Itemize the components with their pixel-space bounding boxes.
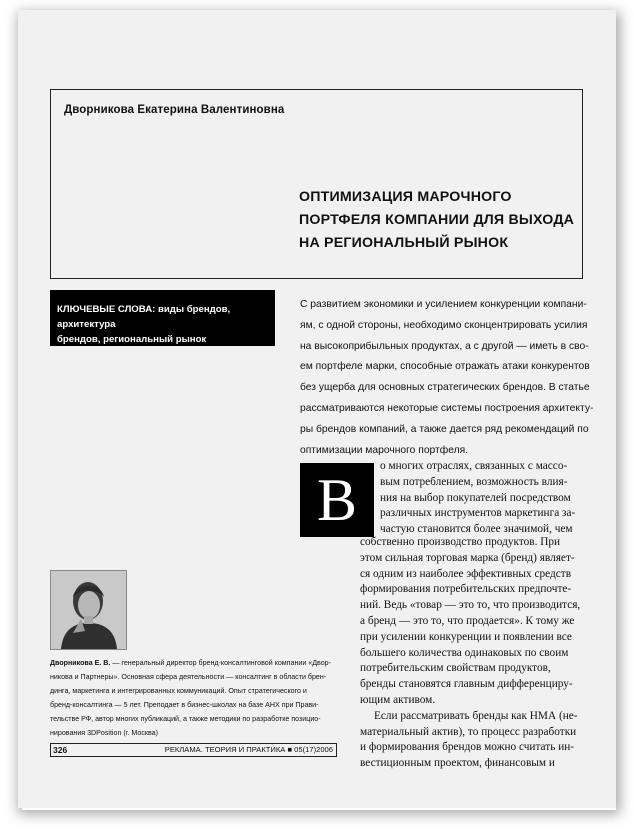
keywords-line: брендов, региональный рынок <box>57 334 207 345</box>
keywords-line: КЛЮЧЕВЫЕ СЛОВА: виды брендов, архитектура <box>57 304 231 330</box>
body-line: этом сильная торговая марка (бренд) являет- <box>360 551 575 564</box>
title-line: ПОРТФЕЛЯ КОМПАНИИ ДЛЯ ВЫХОДА <box>299 212 575 228</box>
body-line: большего количества одинаковых по своим <box>360 646 569 659</box>
journal-page <box>18 10 616 808</box>
body-line: Если рассматривать бренды как НМА (не- <box>374 709 578 722</box>
body-line: вестиционным проектом, финансовым и <box>360 757 555 770</box>
body-line: при усилении конкуренции и появлении все <box>360 630 572 643</box>
magazine-issue: РЕКЛАМА. ТЕОРИЯ И ПРАКТИКА ■ 05(17)2006 <box>164 745 333 754</box>
body-line: материальный актив), то процесс разработки <box>360 725 577 738</box>
abstract <box>300 295 594 461</box>
body-line: частую становится более значимой, чем <box>380 523 573 536</box>
body-line: вым потреблением, возможность влия- <box>380 475 568 488</box>
abstract-line: на высокоприбыльных продуктах, а с другой — иметь в сво- <box>300 340 589 352</box>
header-frame <box>50 89 583 279</box>
bio-line: — генеральный директор бренд-консалтинговой компании «Двор- <box>110 659 331 667</box>
body-line: потребительским свойствам продуктов, <box>360 662 551 675</box>
bio-line: тельстве РФ, автор многих публикаций, а также методики по разработке позицио- <box>50 715 321 723</box>
bio-line: никова и Партнеры». Основная сфера деятельности — консалтинг в области брен- <box>50 673 327 681</box>
body-line: и формирования брендов можно считать ин- <box>360 741 575 754</box>
abstract-line: оптимизации марочного портфеля. <box>300 444 469 456</box>
body-line: ния на выбор покупателей посредством <box>380 491 571 504</box>
bio-line: нирования 3DPosition (г. Москва) <box>50 729 158 737</box>
body-line: формирования потребительских предпочте- <box>360 583 572 596</box>
bio-line: динга, маркетинга и интегрированных коммуникаций. Опыт стратегического и <box>50 687 307 695</box>
abstract-line: С развитием экономики и усилением конкуренции компани- <box>300 299 587 310</box>
abstract-line: рассматриваются некоторые системы построения архитекту- <box>300 402 594 414</box>
body-line: ющим активом. <box>360 693 436 706</box>
drop-cap: В <box>300 463 374 537</box>
keywords-box <box>50 290 275 346</box>
author-name: Дворникова Екатерина Валентиновна <box>64 104 285 116</box>
portrait-image <box>51 571 126 649</box>
body-line: бренды становятся главным дифференциру- <box>360 678 573 691</box>
bio-line: бренд-консалтинга — 5 лет. Преподает в бизнес-школах на базе АНХ при Прави- <box>50 701 319 709</box>
body-line: ся одним из наиболее эффективных средств <box>360 567 572 580</box>
abstract-line: без ущерба для основных стратегических брендов. В статье <box>300 382 590 394</box>
title-line: НА РЕГИОНАЛЬНЫЙ РЫНОК <box>299 235 509 251</box>
bio-name: Дворникова Е. В. <box>50 659 111 667</box>
page-number: 326 <box>53 745 68 755</box>
article-title <box>299 186 574 255</box>
body-line: различных инструментов маркетинга за- <box>380 507 576 520</box>
abstract-line: ем портфеле марки, способные отражать атаки конкурентов <box>300 361 590 373</box>
abstract-line: ям, с одной стороны, необходимо сконцентрировать усилия <box>300 319 588 331</box>
title-line: ОПТИМИЗАЦИЯ МАРОЧНОГО <box>299 189 512 205</box>
body-text-top <box>380 459 582 538</box>
body-line: а бренд — это то, что продается». К тому же <box>360 614 575 627</box>
body-line: собственно производство продуктов. При <box>360 536 561 548</box>
page-footer <box>50 743 337 757</box>
abstract-line: ры брендов компаний, а также дается ряд рекомендаций по <box>300 423 589 435</box>
author-bio <box>50 656 331 740</box>
author-photo <box>50 570 127 650</box>
body-text <box>360 535 582 772</box>
body-line: ний. Ведь «товар — это то, что производится, <box>360 599 581 612</box>
body-line: о многих отраслях, связанных с массо- <box>380 460 568 472</box>
